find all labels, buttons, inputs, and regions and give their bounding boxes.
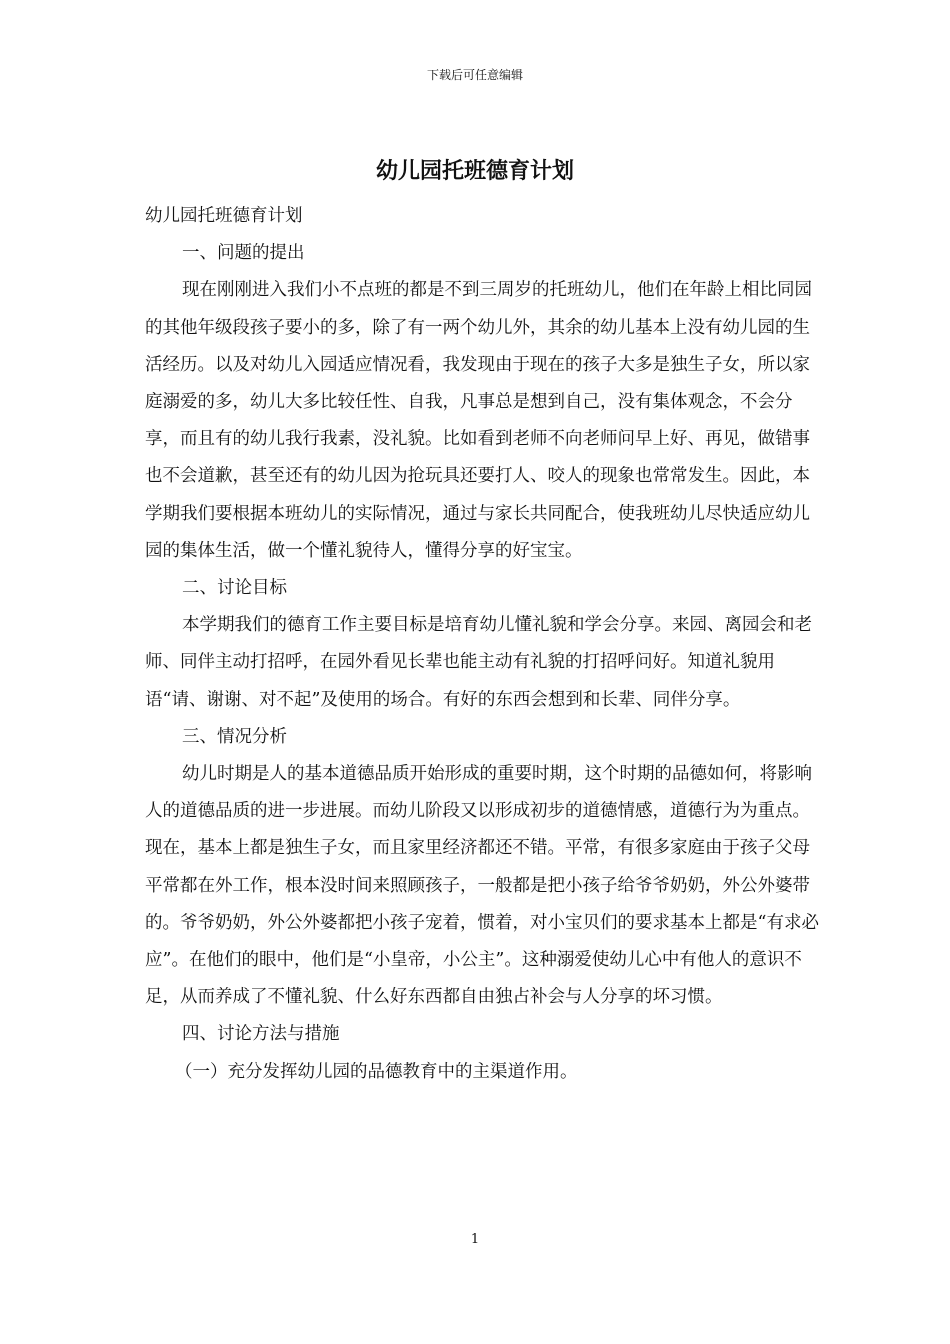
section-4-heading: 四、讨论方法与措施 — [182, 1024, 340, 1045]
document-body — [145, 198, 825, 1091]
section-3-paragraph: 幼儿时期是人的基本道德品质开始形成的重要时期，这个时期的品德如何，将影响人的道德品质的进一步进展。而幼儿阶段又以形成初步的道德情感，道德行为为重点。现在，基本上都是独生子女，而且家里经济都还不错。平常，有很多家庭由于孩子父母平常都在外工作，根本没时间来照顾孩子，一般都是把小孩子给爷爷奶奶，外公外婆带的。爷爷奶奶，外公外婆都把小孩子宠着，惯着，对小宝贝们的要求基本上都是“有求必应”。在他们的眼中，他们是“小皇帝，小公主”。这种溺爱使幼儿心中有他人的意识不足，从而养成了不懂礼貌、什么好东西都自由独占补会与人分享的坏习惯。 — [145, 764, 819, 1008]
section-1-paragraph: 现在刚刚进入我们小不点班的都是不到三周岁的托班幼儿，他们在年龄上相比同园的其他年级段孩子要小的多，除了有一两个幼儿外，其余的幼儿基本上没有幼儿园的生活经历。以及对幼儿入园适应情况看，我发现由于现在的孩子大多是独生子女，所以家庭溺爱的多，幼儿大多比较任性、自我，凡事总是想到自己，没有集体观念，不会分享，而且有的幼儿我行我素，没礼貌。比如看到老师不向老师问早上好、再见，做错事也不会道歉，甚至还有的幼儿因为抢玩具还要打人、咬人的现象也常常发生。因此，本学期我们要根据本班幼儿的实际情况，通过与家长共同配合，使我班幼儿尽快适应幼儿园的集体生活，做一个懂礼貌待人，懂得分享的好宝宝。 — [145, 280, 812, 561]
section-4-item-1: （一）充分发挥幼儿园的品德教育中的主渠道作用。 — [175, 1061, 578, 1082]
section-2-heading: 二、讨论目标 — [182, 578, 287, 599]
document-subtitle: 幼儿园托班德育计划 — [145, 206, 303, 226]
header-note: 下载后可任意编辑 — [426, 68, 523, 82]
section-3-heading: 三、情况分析 — [182, 726, 287, 747]
section-1-heading: 一、问题的提出 — [182, 243, 305, 264]
document-title: 幼儿园托班德育计划 — [375, 158, 574, 184]
section-2-paragraph: 本学期我们的德育工作主要目标是培育幼儿懂礼貌和学会分享。来园、离园会和老师、同伴主动打招呼，在园外看见长辈也能主动有礼貌的打招呼问好。知道礼貌用语“请、谢谢、对不起”及使用的场合。有好的东西会想到和长辈、同伴分享。 — [145, 615, 812, 710]
page-number: 1 — [470, 1232, 480, 1247]
